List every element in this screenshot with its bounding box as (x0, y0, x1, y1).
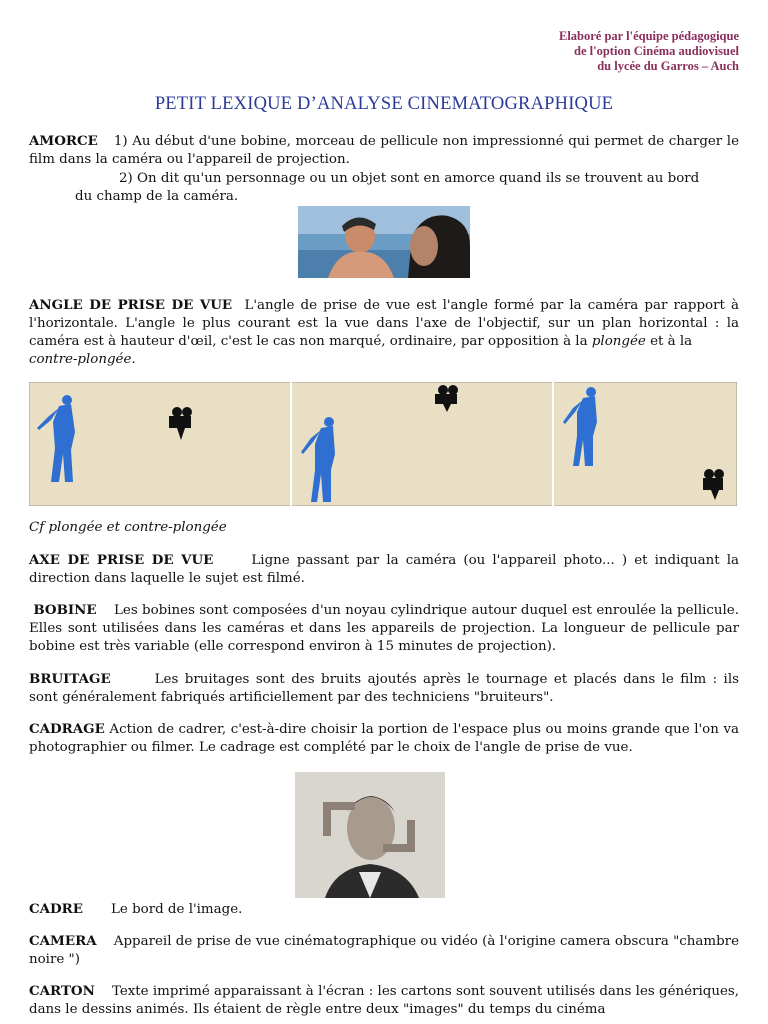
entry-bobine (29, 601, 739, 656)
term-camera: CAMERA (29, 933, 97, 949)
amorce-photo (298, 206, 470, 278)
def-carton: Texte imprimé apparaissant à l'écran : les cartons sont souvent utilisés dans les génériques, dans le dessins animés. Ils étaient de règle entre deux "images" du temps du cinéma (29, 984, 740, 1017)
term-bobine: BOBINE (33, 602, 97, 618)
entry-angle-cf (29, 519, 739, 537)
entry-camera (29, 932, 739, 969)
term-bruitage: BRUITAGE (29, 671, 111, 687)
header-line-1: Elaboré par l'équipe pédagogique (558, 29, 739, 43)
entry-bruitage (29, 670, 739, 707)
word-plongee: plongée (591, 334, 646, 349)
entry-amorce-2b (29, 188, 739, 206)
def-amorce-1: 1) Au début d'une bobine, morceau de pellicule non impressionné qui permet de charger le film dans la caméra ou l'appareil de projection. (29, 134, 739, 167)
term-amorce: AMORCE (29, 133, 98, 149)
entry-axe (29, 551, 739, 588)
angle-illustrations (29, 382, 737, 506)
term-cadre: CADRE (29, 901, 83, 917)
def-axe: Ligne passant par la caméra (ou l'appareil photo... ) et indiquant la direction dans laquelle le sujet est filmé. (29, 553, 739, 586)
def-camera: Appareil de prise de vue cinématographique ou vidéo (à l'origine camera obscura "chambre noire ") (29, 934, 739, 967)
def-cadrage: Action de cadrer, c'est-à-dire choisir la portion de l'espace plus ou moins grande que l'on va photographier ou filmer. Le cadrage est complété par le choix de l'angle de prise de vue. (29, 722, 739, 755)
cadrage-photo (295, 772, 445, 898)
header-line-3: du lycée du Garros – Auch (597, 59, 739, 73)
entry-amorce-2 (29, 170, 739, 188)
def-amorce-2b: du champ de la caméra. (75, 189, 239, 204)
entry-cadre (29, 900, 739, 919)
header-credit (559, 29, 739, 74)
word-et: et à la (650, 334, 693, 349)
term-carton: CARTON (29, 983, 95, 999)
entry-amorce (29, 132, 739, 169)
term-angle: ANGLE DE PRISE DE VUE (29, 297, 233, 313)
def-cadre: Le bord de l'image. (111, 902, 243, 917)
header-line-2: de l'option Cinéma audiovisuel (574, 44, 739, 58)
entry-carton (29, 982, 739, 1019)
entry-cadrage (29, 720, 739, 757)
def-bobine: Les bobines sont composées d'un noyau cylindrique autour duquel est enroulée la pellicule. Elles sont utilisées dans les caméras et dans les appareils de projection. La longueur de pellicule par bobine est très variable (elle correspond environ à 15 minutes de projection). (29, 603, 739, 654)
entry-angle (29, 296, 739, 369)
page-title: PETIT LEXIQUE D’ANALYSE CINEMATOGRAPHIQUE (154, 94, 614, 114)
term-cadrage: CADRAGE (29, 721, 105, 737)
cf-plongee: Cf plongée et contre-plongée (29, 520, 227, 535)
def-angle: L'angle de prise de vue est l'angle formé par la caméra par rapport à l'horizontale. L'angle le plus courant est la vue dans l'axe de l'objectif, sur un plan horizontal : la caméra est à hauteur d'œil, c'est le cas non marqué, ordinaire, par opposition à la (29, 298, 740, 349)
term-axe: AXE DE PRISE DE VUE (29, 552, 214, 568)
word-contre-plongee: contre-plongée. (29, 352, 136, 367)
def-bruitage: Les bruitages sont des bruits ajoutés après le tournage et placés dans le film : ils sont généralement fabriqués artificiellement par des techniciens "bruiteurs". (29, 672, 739, 705)
def-amorce-2: 2) On dit qu'un personnage ou un objet sont en amorce quand ils se trouvent au bord (119, 171, 700, 186)
